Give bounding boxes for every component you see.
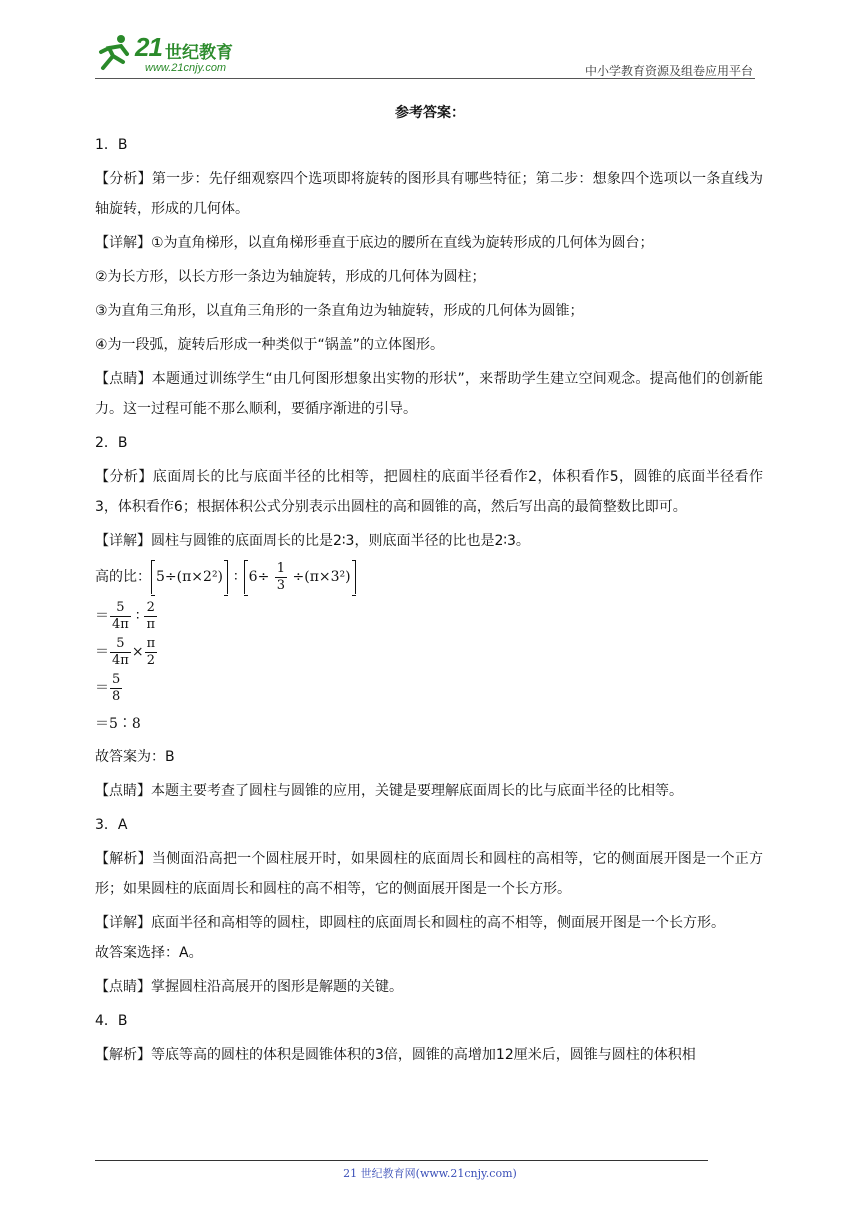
times: × bbox=[131, 644, 144, 660]
page-title: 参考答案： bbox=[395, 105, 465, 121]
frac-den: π bbox=[146, 616, 156, 632]
fraction bbox=[110, 636, 131, 669]
text-line: 【点睛】本题通过训练学生“由几何图形想象出实物的形状”，来帮助学生建立空间观念。提高他们的创新能力。这一过程可能不那么顺利，要循序渐进的引导。 bbox=[95, 371, 763, 417]
text-line: 【分析】底面周长的比与底面半径的比相等，把圆柱的底面半径看作2，体积看作5，圆锥的底面半径看作3，体积看作6；根据体积公式分别表示出圆柱的高和圆锥的高，然后写出高的最简整数比即可。 bbox=[95, 469, 763, 515]
answer-content bbox=[95, 130, 763, 1070]
frac-num: 2 bbox=[144, 600, 157, 617]
page-header bbox=[95, 30, 765, 80]
text-line: 3．A bbox=[95, 817, 128, 833]
frac-den: 8 bbox=[112, 688, 121, 704]
text-line: 2．B bbox=[95, 435, 128, 451]
math-step-3 bbox=[95, 634, 763, 670]
frac-den: 4π bbox=[112, 652, 129, 668]
text-line: 【解析】等底等高的圆柱的体积是圆锥体积的3倍，圆锥的高增加12厘米后，圆锥与圆柱的体积相 bbox=[95, 1047, 696, 1063]
text-line: 【详解】底面半径和高相等的圆柱，即圆柱的底面周长和圆柱的高不相等，侧面展开图是一个长方形。 bbox=[95, 915, 725, 931]
frac-num: π bbox=[146, 635, 156, 651]
expr-right-b: ÷(π×3²) bbox=[292, 569, 351, 585]
expr-left: 5÷(π×2²) bbox=[156, 569, 224, 585]
text-line: ④为一段弧，旋转后形成一种类似于“锅盖”的立体图形。 bbox=[95, 337, 445, 353]
bracket-right bbox=[244, 560, 356, 594]
frac-den: 2 bbox=[146, 652, 155, 668]
text-line: 【分析】第一步：先仔细观察四个选项即将旋转的图形具有哪些特征；第二步：想象四个选项以一条直线为轴旋转，形成的几何体。 bbox=[95, 171, 763, 217]
math-step-1 bbox=[95, 556, 763, 598]
text-line: 【详解】圆柱与圆锥的底面周长的比是2∶3，则底面半径的比也是2∶3。 bbox=[95, 533, 530, 549]
frac-num: 5 bbox=[110, 636, 131, 653]
text-line: 1．B bbox=[95, 137, 128, 153]
equals: ＝ bbox=[95, 680, 109, 696]
expr-right-a: 6÷ bbox=[248, 569, 270, 585]
bracket-left bbox=[151, 560, 228, 594]
text-line: ③为直角三角形，以直角三角形的一条直角边为轴旋转，形成的几何体为圆锥； bbox=[95, 303, 584, 319]
fraction bbox=[110, 600, 131, 633]
text-line: 【解析】当侧面沿高把一个圆柱展开时，如果圆柱的底面周长和圆柱的高相等，它的侧面展开图是一个正方形；如果圆柱的底面周长和圆柱的高不相等，它的侧面展开图是一个长方形。 bbox=[95, 851, 763, 897]
math-step-2 bbox=[95, 598, 763, 634]
math-result: ＝5∶8 bbox=[95, 716, 141, 732]
fraction bbox=[275, 561, 287, 594]
equals: ＝ bbox=[95, 608, 109, 624]
frac-num: 5 bbox=[110, 600, 131, 617]
text-line: 故答案为：B bbox=[95, 749, 175, 765]
runner-icon bbox=[95, 32, 135, 72]
fraction bbox=[110, 672, 122, 705]
logo-chinese: 世纪教育 bbox=[165, 43, 233, 63]
header-tagline: 中小学教育资源及组卷应用平台 bbox=[584, 64, 753, 78]
fraction bbox=[144, 600, 157, 633]
text-line: ②为长方形，以长方形一条边为轴旋转，形成的几何体为圆柱； bbox=[95, 269, 486, 285]
colon: ∶ bbox=[234, 569, 238, 585]
text-line: 4．B bbox=[95, 1013, 128, 1029]
colon: ∶ bbox=[135, 608, 140, 624]
site-logo bbox=[95, 30, 265, 78]
math-step-4 bbox=[95, 670, 763, 706]
logo-number: 21 bbox=[135, 32, 162, 62]
frac-num: 1 bbox=[276, 560, 286, 576]
text-line: 故答案选择：A。 bbox=[95, 945, 203, 961]
frac-den: 4π bbox=[112, 616, 129, 632]
footer-link[interactable]: 21 世纪教育网(www.21cnjy.com) bbox=[343, 1167, 517, 1180]
footer-divider bbox=[95, 1160, 708, 1161]
text-line: 【点睛】本题主要考查了圆柱与圆锥的应用，关键是要理解底面周长的比与底面半径的比相等。 bbox=[95, 783, 683, 799]
logo-url: www.21cnjy.com bbox=[145, 62, 227, 74]
equals: ＝ bbox=[95, 644, 109, 660]
frac-num: 5 bbox=[112, 671, 121, 687]
fraction bbox=[145, 636, 158, 669]
math-label: 高的比： bbox=[95, 569, 151, 585]
header-divider bbox=[95, 78, 755, 79]
text-line: 【点睛】掌握圆柱沿高展开的图形是解题的关键。 bbox=[95, 979, 403, 995]
frac-den: 3 bbox=[276, 577, 286, 593]
text-line: 【详解】①为直角梯形，以直角梯形垂直于底边的腰所在直线为旋转形成的几何体为圆台； bbox=[95, 235, 654, 251]
